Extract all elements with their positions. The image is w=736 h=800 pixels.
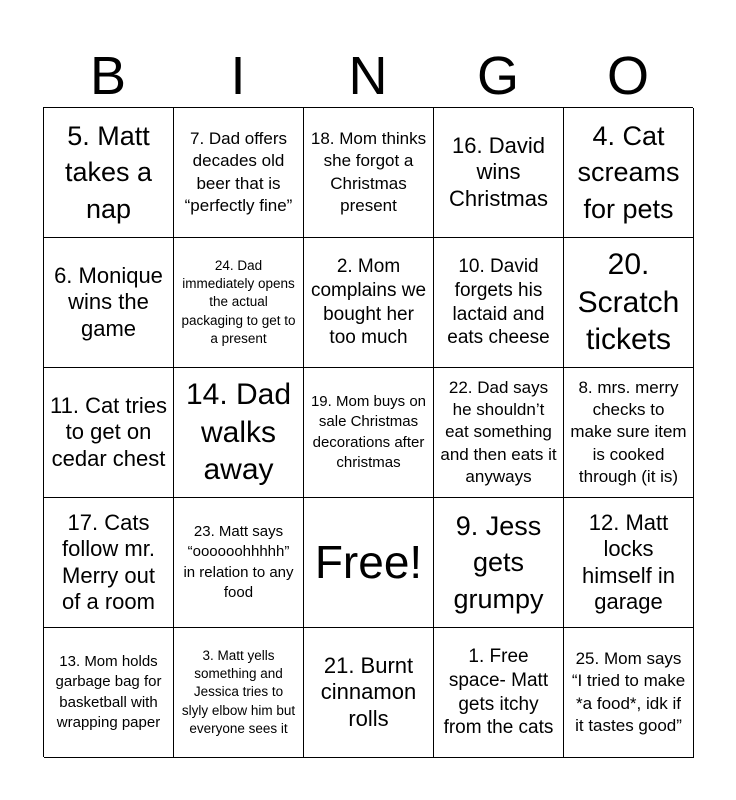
bingo-cell[interactable] [304, 108, 434, 238]
cell-text: 1. Free space- Matt gets itchy from the cats [443, 646, 554, 739]
header-letter-b: B [89, 46, 127, 106]
bingo-cell[interactable] [434, 108, 564, 238]
header-letter-o: O [606, 46, 649, 106]
cell-text: 18. Mom thinks she forgot a Christmas present [310, 129, 427, 215]
cell-text: 13. Mom holds garbage bag for basketball with wrapping paper [55, 653, 162, 731]
bingo-cell[interactable] [174, 238, 304, 368]
bingo-cell[interactable] [44, 628, 174, 758]
cell-text: 23. Matt says “oooooohhhhh” in relation to any food [183, 523, 294, 601]
cell-text: 21. Burnt cinnamon rolls [320, 652, 417, 731]
cell-text: 24. Dad immediately opens the actual packaging to get to a present [181, 257, 296, 346]
bingo-cell[interactable] [434, 238, 564, 368]
bingo-cell[interactable] [564, 628, 694, 758]
bingo-cell[interactable] [564, 368, 694, 498]
bingo-cell[interactable] [174, 628, 304, 758]
cell-text: 4. Cat screams for pets [577, 120, 680, 224]
cell-text: 14. Dad walks away [185, 378, 292, 487]
bingo-cell[interactable] [304, 238, 434, 368]
bingo-cell[interactable] [434, 498, 564, 628]
bingo-header [43, 45, 693, 107]
free-space-text: Free! [314, 536, 423, 589]
cell-text: 12. Matt locks himself in garage [582, 509, 675, 614]
bingo-cell[interactable] [174, 108, 304, 238]
bingo-cell[interactable] [564, 238, 694, 368]
cell-text: 3. Matt yells something and Jessica tries to slyly elbow him but everyone sees it [181, 647, 296, 736]
bingo-cell[interactable] [564, 498, 694, 628]
bingo-cell[interactable] [44, 238, 174, 368]
header-letter-i: I [230, 46, 246, 106]
cell-text: 11. Cat tries to get on cedar chest [50, 392, 167, 471]
cell-text: 22. Dad says he shouldn’t eat something and then eats it anyways [440, 378, 557, 486]
bingo-cell[interactable] [44, 368, 174, 498]
cell-text: 9. Jess gets grumpy [453, 510, 544, 614]
free-space-cell[interactable] [304, 498, 434, 628]
cell-text: 8. mrs. merry checks to make sure item is cooked through (it is) [570, 378, 687, 486]
bingo-cell[interactable] [434, 368, 564, 498]
cell-text: 25. Mom says “I tried to make *a food*, idk if it tastes good” [571, 649, 686, 735]
bingo-cell[interactable] [304, 368, 434, 498]
header-letter-n: N [348, 46, 388, 106]
cell-text: 16. David wins Christmas [448, 132, 548, 211]
header-letter-g: G [476, 46, 519, 106]
bingo-cell[interactable] [174, 368, 304, 498]
cell-text: 7. Dad offers decades old beer that is “perfectly fine” [184, 129, 293, 215]
cell-text: 20. Scratch tickets [577, 248, 680, 357]
bingo-cell[interactable] [304, 628, 434, 758]
cell-text: 5. Matt takes a nap [64, 120, 153, 224]
cell-text: 17. Cats follow mr. Merry out of a room [62, 509, 155, 614]
cell-text: 10. David forgets his lactaid and eats cheese [447, 256, 550, 349]
bingo-cell[interactable] [434, 628, 564, 758]
bingo-grid [43, 107, 693, 757]
cell-text: 2. Mom complains we bought her too much [310, 256, 427, 349]
bingo-cell[interactable] [44, 108, 174, 238]
bingo-cell[interactable] [44, 498, 174, 628]
cell-text: 6. Monique wins the game [54, 262, 163, 341]
bingo-cell[interactable] [564, 108, 694, 238]
bingo-cell[interactable] [174, 498, 304, 628]
cell-text: 19. Mom buys on sale Christmas decorations after christmas [310, 393, 427, 471]
